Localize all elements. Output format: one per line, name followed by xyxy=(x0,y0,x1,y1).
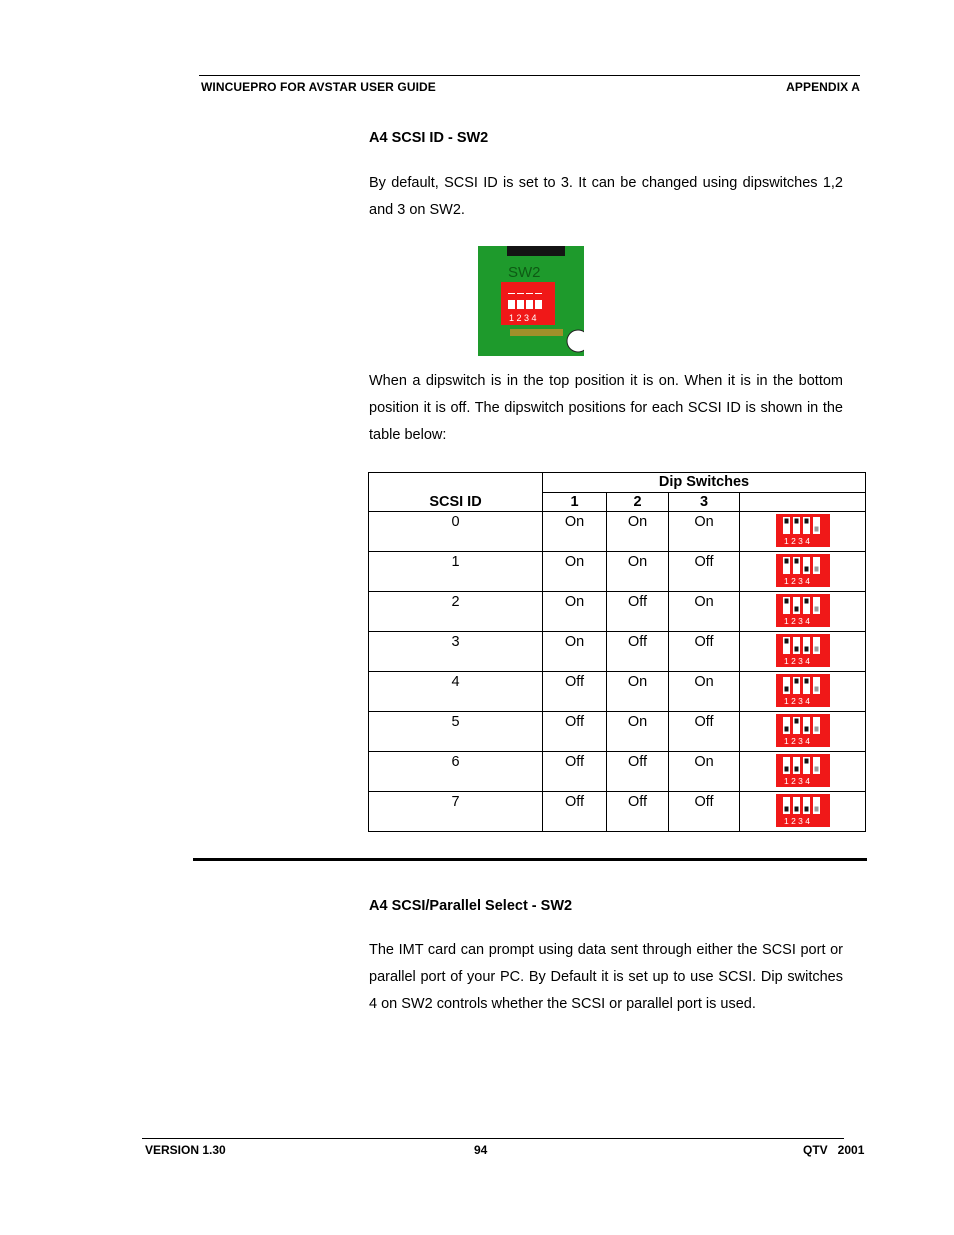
switch-2-cell: On xyxy=(607,712,669,752)
switch-knob xyxy=(784,639,788,644)
switch-knob xyxy=(814,647,818,652)
switch-1-cell: On xyxy=(543,512,607,552)
col-header-switch-2: 2 xyxy=(607,493,669,512)
switch-1-cell: On xyxy=(543,632,607,672)
table-row xyxy=(369,672,866,712)
switch-knob xyxy=(794,519,798,524)
col-header-dip-switches xyxy=(543,473,866,493)
dip-switch-image-cell xyxy=(740,712,866,752)
switch-3-cell: Off xyxy=(669,552,740,592)
switch-knob xyxy=(794,607,798,612)
switch-1-cell: On xyxy=(543,552,607,592)
dip-switch-image-cell xyxy=(740,592,866,632)
dip-switch-numbers: 1 2 3 4 xyxy=(783,616,810,626)
dip-switch-image-cell xyxy=(740,552,866,592)
switch-knob xyxy=(784,767,788,772)
dip-switch-diagram xyxy=(776,514,830,547)
switch-2-cell: Off xyxy=(607,632,669,672)
switch-knob xyxy=(804,567,808,572)
section-separator xyxy=(193,858,867,861)
switch-1-cell: On xyxy=(543,592,607,632)
switch-1-cell: Off xyxy=(543,712,607,752)
switch-3-cell: Off xyxy=(669,712,740,752)
dip-table-body xyxy=(369,512,866,832)
footer-version: VERSION 1.30 xyxy=(145,1143,226,1157)
col-header-scsi-id xyxy=(369,473,543,512)
switch-knob xyxy=(814,527,818,532)
switch-knob xyxy=(814,687,818,692)
dip-switch-diagram xyxy=(776,554,830,587)
sw2-board-image xyxy=(478,246,584,356)
switch-3-cell: Off xyxy=(669,792,740,832)
switch-knob xyxy=(804,759,808,764)
switch-knob xyxy=(784,807,788,812)
switch-1-cell: Off xyxy=(543,752,607,792)
dip-switch-numbers: 1 2 3 4 xyxy=(783,736,810,746)
switch-knob xyxy=(794,559,798,564)
switch-3-cell: Off xyxy=(669,632,740,672)
switch-knob xyxy=(794,719,798,724)
switch-knob xyxy=(814,607,818,612)
table-row xyxy=(369,792,866,832)
switch-knob xyxy=(784,599,788,604)
dip-switch-image-cell xyxy=(740,632,866,672)
dip-switch-numbers: 1 2 3 4 xyxy=(783,696,810,706)
switch-1-cell: Off xyxy=(543,792,607,832)
dip-switch-numbers: 1 2 3 4 xyxy=(783,816,810,826)
switch-knob xyxy=(804,727,808,732)
switch-2-cell: On xyxy=(607,552,669,592)
dip-switch-diagram xyxy=(776,674,830,707)
switch-knob xyxy=(814,727,818,732)
table-row xyxy=(369,712,866,752)
switch-knob xyxy=(784,727,788,732)
switch-knob xyxy=(794,767,798,772)
table-row xyxy=(369,512,866,552)
dip-switch-image-cell xyxy=(740,752,866,792)
switch-2-cell: Off xyxy=(607,752,669,792)
scsi-id-cell: 3 xyxy=(369,632,543,672)
header-section: APPENDIX A xyxy=(786,80,860,94)
board-label: SW2 xyxy=(508,264,541,281)
footer-page-number: 94 xyxy=(474,1143,488,1157)
switch-knob xyxy=(804,679,808,684)
header-rule xyxy=(199,75,860,76)
paragraph-default-id: By default, SCSI ID is set to 3. It can be changed using dipswitches 1,2 and 3 on SW2. xyxy=(369,175,843,218)
switch-knob xyxy=(804,807,808,812)
switch-3-cell: On xyxy=(669,512,740,552)
paragraph-scsi-parallel: The IMT card can prompt using data sent through either the SCSI port or parallel port of your PC. By Default it is set up to use SCSI. Dip switches 4 on SW2 controls whether the SCSI or parallel port is used. xyxy=(369,942,843,1012)
scsi-id-cell: 7 xyxy=(369,792,543,832)
scsi-id-cell: 0 xyxy=(369,512,543,552)
switch-2-cell: On xyxy=(607,512,669,552)
dip-switch-image-cell xyxy=(740,512,866,552)
table-row xyxy=(369,632,866,672)
switch-3-cell: On xyxy=(669,672,740,712)
switch-knob xyxy=(804,519,808,524)
col-header-switch-3: 3 xyxy=(669,493,740,512)
dip-switch-image-cell xyxy=(740,672,866,712)
scsi-id-cell: 2 xyxy=(369,592,543,632)
board-switch-numbers: 1 2 3 4 xyxy=(509,313,537,323)
switch-knob xyxy=(784,559,788,564)
switch-3-cell: On xyxy=(669,752,740,792)
col-header-dip-switches-label: Dip Switches xyxy=(658,474,750,490)
switch-knob xyxy=(794,807,798,812)
table-row xyxy=(369,592,866,632)
paragraph-switch-explanation: When a dipswitch is in the top position it is on. When it is in the bottom position it is off. The dipswitch positions for each SCSI ID is shown in the table below: xyxy=(369,373,843,443)
dip-switch-diagram xyxy=(776,794,830,827)
switch-knob xyxy=(814,767,818,772)
switch-knob xyxy=(794,679,798,684)
scsi-id-cell: 1 xyxy=(369,552,543,592)
scsi-id-cell: 6 xyxy=(369,752,543,792)
switch-1-cell: Off xyxy=(543,672,607,712)
dip-switch-diagram xyxy=(776,634,830,667)
dip-switch-numbers: 1 2 3 4 xyxy=(783,536,810,546)
switch-knob xyxy=(784,687,788,692)
dip-switch-image-cell xyxy=(740,792,866,832)
switch-knob xyxy=(814,807,818,812)
dip-switch-numbers: 1 2 3 4 xyxy=(783,776,810,786)
switch-2-cell: On xyxy=(607,672,669,712)
switch-knob xyxy=(804,647,808,652)
switch-3-cell: On xyxy=(669,592,740,632)
dip-switch-table xyxy=(368,472,866,832)
footer-right: QTV 2001 xyxy=(803,1143,865,1157)
dip-switch-diagram xyxy=(776,754,830,787)
switch-knob xyxy=(794,647,798,652)
table-row xyxy=(369,552,866,592)
section-heading-scsi-parallel: A4 SCSI/Parallel Select - SW2 xyxy=(369,898,573,914)
header-title: WINCUEPRO FOR AVSTAR USER GUIDE xyxy=(201,80,436,94)
switch-2-cell: Off xyxy=(607,792,669,832)
table-row xyxy=(369,752,866,792)
scsi-id-cell: 4 xyxy=(369,672,543,712)
section-heading-scsi-id: A4 SCSI ID - SW2 xyxy=(369,130,489,146)
col-header-scsi-id-label: SCSI ID xyxy=(429,494,482,510)
dip-switch-numbers: 1 2 3 4 xyxy=(783,576,810,586)
dip-switch-diagram xyxy=(776,714,830,747)
scsi-id-cell: 5 xyxy=(369,712,543,752)
dip-switch-diagram xyxy=(776,594,830,627)
switch-knob xyxy=(804,599,808,604)
col-header-switch-1: 1 xyxy=(543,493,607,512)
switch-knob xyxy=(814,567,818,572)
dip-switch-numbers: 1 2 3 4 xyxy=(783,656,810,666)
footer-rule xyxy=(142,1138,844,1139)
switch-knob xyxy=(784,519,788,524)
switch-2-cell: Off xyxy=(607,592,669,632)
col-header-image xyxy=(740,493,866,512)
